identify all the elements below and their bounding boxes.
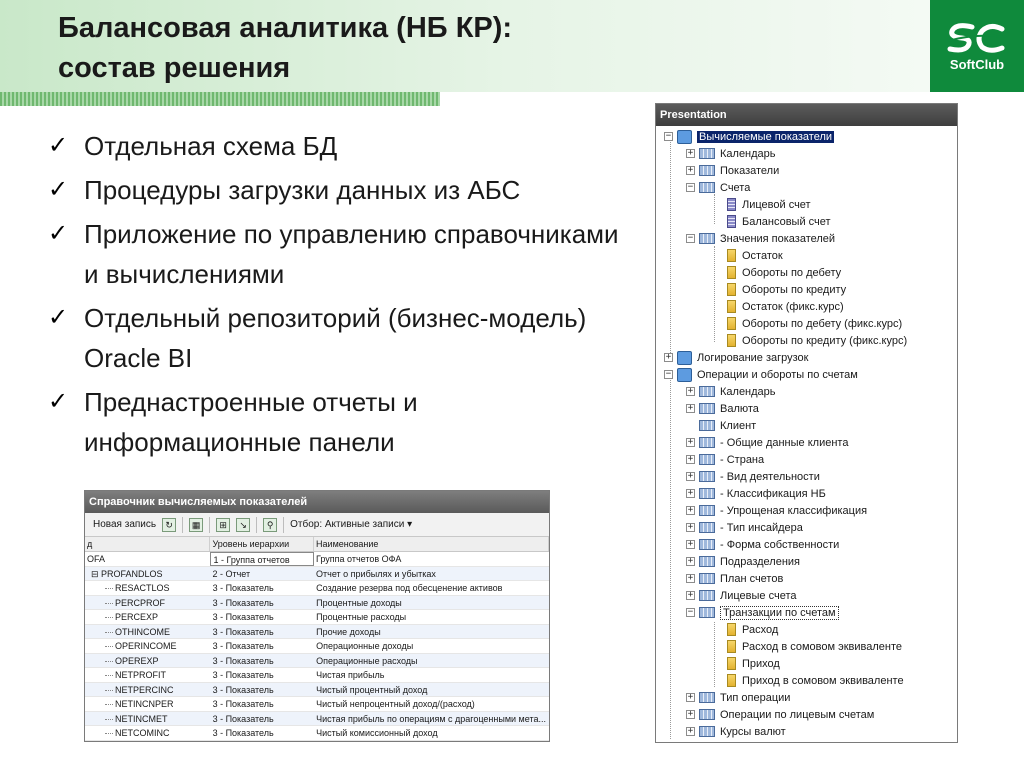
tree-connector	[714, 622, 715, 687]
tree-item-label: - Вид деятельности	[720, 470, 820, 483]
expand-icon[interactable]: +	[687, 692, 694, 702]
expand-icon[interactable]: +	[687, 539, 694, 549]
tree-item[interactable]	[727, 196, 811, 213]
tree-item[interactable]	[727, 621, 778, 638]
row-level: 3 - Показатель	[212, 728, 274, 738]
filter-dropdown[interactable]	[290, 519, 412, 530]
expand-icon[interactable]: +	[687, 590, 694, 600]
table-row[interactable]	[85, 697, 549, 712]
measure-icon	[727, 334, 736, 347]
tree-item[interactable]	[686, 723, 786, 740]
row-name: Чистая прибыль	[316, 670, 385, 680]
table-icon	[699, 165, 715, 176]
tree-item[interactable]	[727, 315, 902, 332]
expand-icon[interactable]: +	[665, 352, 672, 362]
tree-item-label: - Классификация НБ	[720, 487, 826, 500]
row-code-text: PROFANDLOS	[101, 568, 163, 579]
expand-icon[interactable]: +	[687, 726, 694, 736]
tree-item[interactable]	[727, 264, 841, 281]
tree-item[interactable]	[686, 383, 776, 400]
tree-item[interactable]	[727, 332, 907, 349]
grid-header	[85, 537, 549, 552]
tree-item-label: - Страна	[720, 453, 765, 466]
table-icon	[699, 471, 715, 482]
tree-item-label: - Тип инсайдера	[720, 521, 803, 534]
tree-item-label: Показатели	[720, 164, 780, 177]
bullet-text: Процедуры загрузки данных из АБС	[84, 175, 521, 205]
tree-item[interactable]	[664, 366, 858, 383]
check-icon: ✓	[48, 220, 69, 247]
expand-icon[interactable]: +	[687, 556, 694, 566]
collapse-icon[interactable]: ⊟	[91, 568, 102, 579]
expand-icon[interactable]: +	[687, 148, 694, 158]
table-icon	[699, 590, 715, 601]
tree-item[interactable]	[699, 417, 756, 434]
tree-item-label: Календарь	[720, 385, 776, 398]
tree-item[interactable]	[727, 672, 904, 689]
row-code	[85, 567, 210, 581]
row-code: PERCEXP	[85, 610, 211, 624]
tree-item[interactable]	[686, 485, 826, 502]
tree-item-label: Операции и обороты по счетам	[697, 368, 858, 381]
tree-item-label: Значения показателей	[720, 232, 836, 245]
tree-item-label: Расход в сомовом эквиваленте	[742, 640, 902, 653]
softclub-logo-icon	[946, 21, 1008, 55]
tree-item[interactable]	[686, 519, 803, 536]
refresh-icon[interactable]: ↻	[162, 518, 176, 532]
measure-icon	[727, 623, 736, 636]
table-icon	[699, 692, 715, 703]
expand-icon[interactable]: +	[687, 488, 694, 498]
tree-item-label: Счета	[720, 181, 751, 194]
toolbar-separator	[256, 517, 257, 533]
table-icon	[699, 607, 715, 618]
logo-text: SoftClub	[949, 56, 1005, 72]
row-level: 2 - Отчет	[212, 568, 251, 579]
table-row[interactable]	[85, 683, 549, 698]
tree-item-label: Балансовый счет	[742, 215, 831, 228]
tree-item[interactable]	[686, 179, 750, 196]
table-icon	[699, 539, 715, 550]
table-icon	[699, 403, 715, 414]
indicators-grid-window	[84, 490, 550, 742]
toolbar-separator	[182, 517, 183, 533]
bullet-item	[48, 170, 628, 210]
tree-connector	[714, 194, 715, 224]
row-level: 3 - Показатель	[212, 670, 274, 680]
bullet-item	[48, 382, 628, 462]
tree-item[interactable]	[686, 706, 874, 723]
measure-icon	[727, 317, 736, 330]
table-row[interactable]	[85, 610, 549, 625]
row-code: OFA	[87, 554, 106, 564]
binoculars-icon[interactable]: ⚲	[263, 518, 277, 532]
table-row[interactable]	[85, 596, 549, 611]
bullet-text: Преднастроенные отчеты и информационные панели	[84, 387, 418, 457]
tree-item[interactable]	[686, 162, 779, 179]
table-icon	[699, 454, 715, 465]
tree-title: Presentation	[656, 104, 957, 126]
table-row[interactable]	[85, 567, 549, 582]
tree-item[interactable]	[686, 536, 839, 553]
measure-icon	[727, 266, 736, 279]
collapse-icon[interactable]: −	[665, 131, 672, 141]
expand-icon[interactable]: +	[687, 403, 694, 413]
row-code: NETINCMET	[85, 712, 211, 726]
table-icon	[699, 505, 715, 516]
toolbar-separator	[283, 517, 284, 533]
toolbar-separator	[209, 517, 210, 533]
table-icon	[699, 182, 715, 193]
column-header-level[interactable]: Уровень иерархии	[210, 537, 314, 551]
tree-item[interactable]	[686, 604, 839, 621]
tree-item[interactable]	[686, 230, 835, 247]
slide-title-line2: состав решения	[58, 52, 291, 84]
tree-item-label: Лицевой счет	[742, 198, 811, 211]
measure-icon	[727, 249, 736, 262]
bullet-item	[48, 298, 628, 378]
header-stripe	[0, 92, 440, 106]
tree-item-label: Обороты по дебету	[742, 266, 842, 279]
row-name: Процентные доходы	[316, 597, 402, 608]
tree-item-label: Вычисляемые показатели	[699, 130, 833, 143]
tree-item-label: Курсы валют	[720, 725, 786, 738]
table-row[interactable]	[85, 581, 549, 596]
row-code: NETINCNPER	[85, 697, 211, 711]
check-icon: ✓	[48, 176, 69, 203]
tree-item[interactable]	[686, 587, 796, 604]
tree-item[interactable]	[686, 434, 848, 451]
row-level[interactable]: 1 - Группа отчетов	[210, 552, 314, 566]
tree-item[interactable]	[727, 638, 902, 655]
tree-item-label: План счетов	[720, 572, 784, 585]
table-icon	[699, 386, 715, 397]
tree-item[interactable]	[686, 553, 800, 570]
row-name: Операционные расходы	[316, 655, 418, 666]
measure-icon	[727, 657, 736, 670]
tree-item[interactable]	[727, 298, 844, 315]
tree-item-label: Тип операции	[720, 691, 791, 704]
bullet-text: Приложение по управлению справочниками и вычислениями	[84, 219, 619, 289]
row-name: Операционные доходы	[316, 641, 414, 651]
expand-icon[interactable]: +	[687, 573, 694, 583]
bullet-item	[48, 214, 628, 294]
row-code: PERCPROF	[85, 596, 211, 610]
expand-icon[interactable]: +	[687, 437, 694, 447]
collapse-icon[interactable]: −	[665, 369, 672, 379]
tree-item-label: Операции по лицевым счетам	[720, 708, 875, 721]
tree-item-label: Обороты по дебету (фикс.курс)	[742, 317, 903, 330]
table-icon	[699, 488, 715, 499]
row-code: OPEREXP	[85, 654, 211, 668]
row-level: 3 - Показатель	[212, 612, 274, 622]
row-level: 3 - Показатель	[212, 583, 274, 593]
row-code: NETPERCINC	[85, 683, 211, 697]
tree-item[interactable]	[686, 145, 776, 162]
check-icon: ✓	[48, 388, 69, 415]
tree-item-label: Транзакции по счетам	[720, 606, 839, 620]
row-level: 3 - Показатель	[212, 699, 274, 709]
row-name: Прочие доходы	[316, 626, 381, 637]
measure-icon	[727, 674, 736, 687]
table-icon	[699, 233, 715, 244]
check-icon: ✓	[48, 132, 69, 159]
export-icon[interactable]: ▦	[189, 518, 203, 532]
table-row[interactable]	[85, 552, 549, 567]
tree-item[interactable]	[686, 400, 759, 417]
bullet-text: Отдельный репозиторий (бизнес-модель) Oracle BI	[84, 303, 587, 373]
collapse-icon[interactable]: −	[687, 182, 694, 192]
hierarchy-icon[interactable]: ⊞	[216, 518, 230, 532]
column-header-code[interactable]: д	[85, 537, 210, 551]
row-name: Создание резерва под обесценение активов	[316, 583, 503, 593]
slide-title	[58, 8, 512, 88]
measure-icon	[727, 640, 736, 653]
tree-item-label: Приход	[742, 657, 780, 670]
softclub-logo	[930, 0, 1024, 92]
table-row[interactable]	[85, 639, 549, 654]
table-icon	[699, 437, 715, 448]
row-name: Чистый процентный доход	[316, 684, 428, 695]
cube-icon	[677, 351, 692, 365]
expand-icon[interactable]: +	[687, 471, 694, 481]
row-name: Чистый комиссионный доход	[316, 728, 438, 738]
measure-icon	[727, 300, 736, 313]
tree-connector	[714, 246, 715, 342]
tree-item-label: Клиент	[720, 419, 757, 432]
tree-connector	[670, 139, 671, 359]
tree-item[interactable]	[686, 570, 783, 587]
tree-item-label: - Форма собственности	[720, 538, 840, 551]
chevron-down-icon: ▾	[407, 519, 413, 530]
bullet-list	[48, 126, 628, 466]
tree-item-label: Расход	[742, 623, 779, 636]
row-code: NETPROFIT	[85, 668, 211, 682]
tree-item[interactable]	[727, 247, 783, 264]
tree-item-label: Обороты по кредиту	[742, 283, 847, 296]
table-row[interactable]	[85, 668, 549, 683]
tree-item-label: Подразделения	[720, 555, 800, 568]
table-icon	[699, 522, 715, 533]
check-icon: ✓	[48, 304, 69, 331]
tree-item-label: Остаток (фикс.курс)	[742, 300, 844, 313]
table-icon	[699, 709, 715, 720]
tree-item[interactable]	[727, 213, 831, 230]
expand-icon[interactable]: +	[687, 386, 694, 396]
table-icon	[699, 556, 715, 567]
row-level: 3 - Показатель	[212, 626, 274, 637]
tree-item-label: - Упрощеная классификация	[720, 504, 868, 517]
column-icon	[727, 215, 736, 228]
cube-icon	[677, 130, 692, 144]
row-level: 3 - Показатель	[212, 597, 274, 608]
tree-item[interactable]	[686, 468, 820, 485]
row-level: 3 - Показатель	[212, 641, 274, 651]
row-name: Процентные расходы	[316, 612, 407, 622]
row-level: 3 - Показатель	[212, 684, 274, 695]
column-icon	[727, 198, 736, 211]
tree-item[interactable]	[686, 451, 764, 468]
slide-title-line1: Балансовая аналитика (НБ КР):	[58, 12, 513, 44]
row-code: OTHINCOME	[85, 625, 211, 639]
table-icon	[699, 420, 715, 431]
row-code: OPERINCOME	[85, 639, 211, 653]
expand-icon[interactable]: +	[687, 505, 694, 515]
expand-icon[interactable]: +	[687, 522, 694, 532]
expand-icon[interactable]: +	[687, 709, 694, 719]
grid-toolbar	[85, 513, 549, 537]
measure-icon	[727, 283, 736, 296]
tree-item-label: Валюта	[720, 402, 759, 415]
filter-label: Отбор: Активные записи	[290, 519, 405, 530]
row-name: Чистая прибыль по операциям с драгоценными мета...	[316, 713, 546, 724]
tree-item[interactable]	[686, 502, 867, 519]
row-code: NETCOMINC	[85, 726, 211, 740]
grid-title: Справочник вычисляемых показателей	[85, 491, 549, 513]
row-name: Группа отчетов ОФА	[316, 554, 402, 564]
tree-item-label: Остаток	[742, 249, 783, 262]
table-row[interactable]	[85, 654, 549, 669]
tree-item[interactable]	[664, 128, 834, 145]
tree-item-label: - Общие данные клиента	[720, 436, 849, 449]
expand-icon[interactable]: +	[687, 454, 694, 464]
tree-item-label: Лицевые счета	[720, 589, 797, 602]
row-level: 3 - Показатель	[212, 655, 274, 666]
table-row[interactable]	[85, 625, 549, 640]
tree-connector	[670, 374, 671, 739]
table-row[interactable]	[85, 712, 549, 727]
column-header-name[interactable]: Наименование	[314, 537, 549, 551]
tree-item[interactable]	[664, 349, 808, 366]
row-name: Чистый непроцентный доход/(расход)	[316, 699, 475, 709]
table-icon	[699, 148, 715, 159]
new-record-button[interactable]: Новая запись	[93, 519, 157, 530]
row-code: RESACTLOS	[85, 581, 211, 595]
collapse-icon[interactable]: −	[687, 607, 694, 617]
tree-item[interactable]	[686, 689, 790, 706]
tree-item[interactable]	[727, 655, 780, 672]
table-row[interactable]	[85, 726, 549, 741]
tree-item-label: Приход в сомовом эквиваленте	[742, 674, 904, 687]
table-icon	[699, 726, 715, 737]
presentation-tree-window	[655, 103, 958, 743]
collapse-icon[interactable]: −	[687, 233, 694, 243]
bullet-text: Отдельная схема БД	[84, 131, 338, 161]
tree-item-label: Обороты по кредиту (фикс.курс)	[742, 334, 908, 347]
link-icon[interactable]: ↘	[236, 518, 250, 532]
row-name: Отчет о прибылях и убытках	[316, 568, 436, 579]
expand-icon[interactable]: +	[687, 165, 694, 175]
row-level: 3 - Показатель	[212, 713, 274, 724]
tree-item-label: Логирование загрузок	[697, 351, 809, 364]
cube-icon	[677, 368, 692, 382]
tree-item-label: Календарь	[720, 147, 776, 160]
table-icon	[699, 573, 715, 584]
tree-item[interactable]	[727, 281, 846, 298]
bullet-item	[48, 126, 628, 166]
